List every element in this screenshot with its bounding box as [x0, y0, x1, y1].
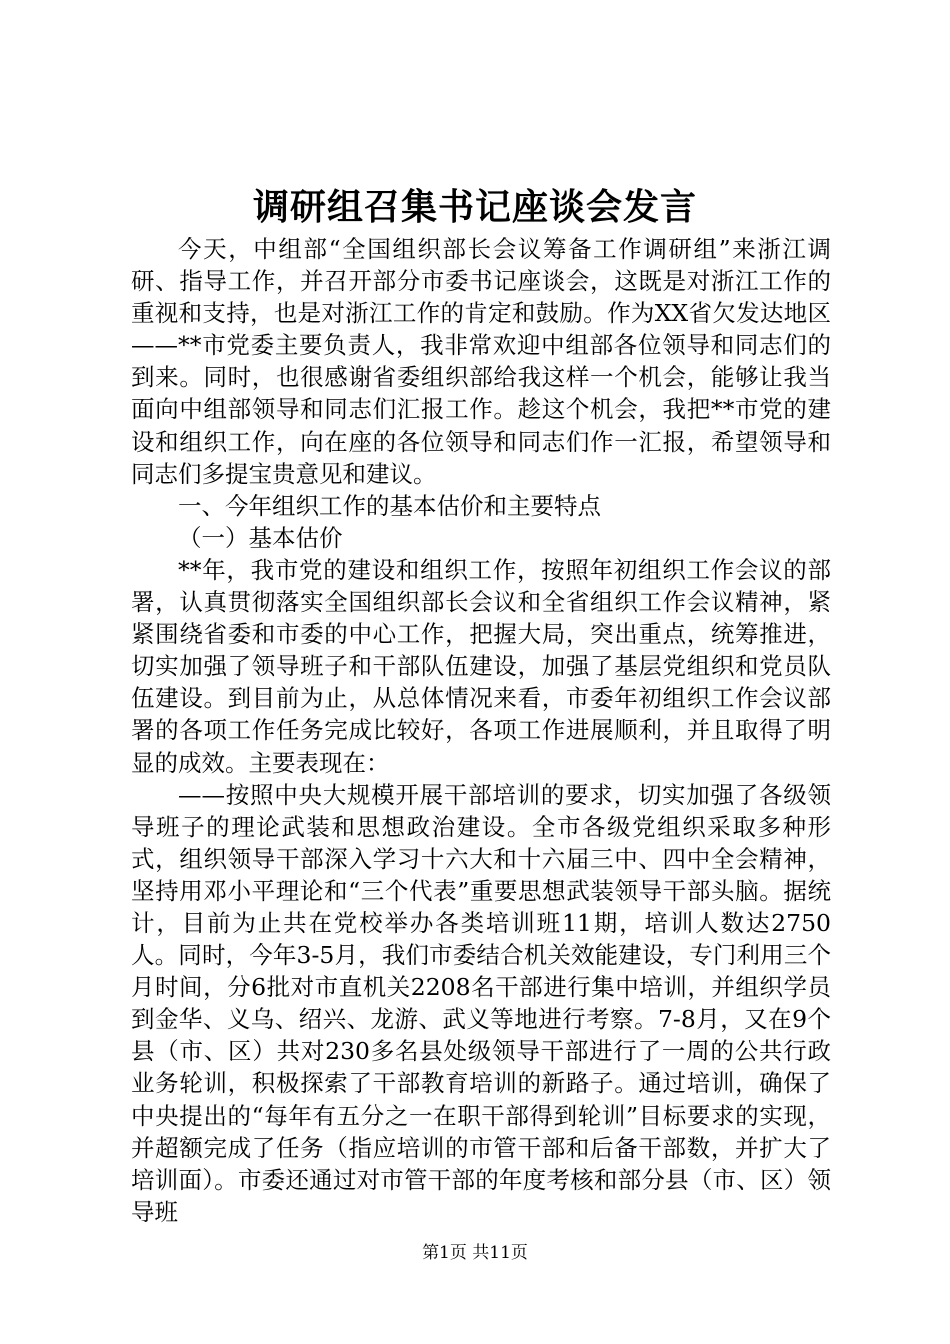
page-footer: 第1页 共11页: [422, 1243, 528, 1263]
subsection-heading: （一）基本估价: [178, 523, 343, 552]
paragraph-intro: 今天，中组部“全国组织部长会议筹备工作调研组”来浙江调研、指导工作，并召开部分市委书记座谈会，这既是对浙江工作的重视和支持，也是对浙江工作的肯定和鼓励。作为XX省欠发达地区——**市党委主要负责人，我非常欢迎中组部各位领导和同志们的到来。同时，也很感谢省委组织部给我这样一个机会，能够让我当面向中组部领导和同志们汇报工作。趁这个机会，我把**市党的建设和组织工作，向在座的各位领导和同志们作一汇报，希望领导和同志们多提宝贵意见和建议。: [131, 235, 831, 488]
document-title: 调研组召集书记座谈会发言: [252, 186, 697, 228]
section-heading: 一、今年组织工作的基本估价和主要特点: [178, 491, 601, 520]
paragraph-training: ——按照中央大规模开展干部培训的要求，切实加强了各级领导班子的理论武装和思想政治建设。全市各级党组织采取多种形式，组织领导干部深入学习十六大和十六届三中、四中全会精神，坚持用邓小平理论和“三个代表”重要思想武装领导干部头脑。据统计，目前为止共在党校举办各类培训班11期，培训人数达2750人。同时，今年3-5月，我们市委结合机关效能建设，专门利用三个月时间，分6批对市直机关2208名干部进行集中培训，并组织学员到金华、义乌、绍兴、龙游、武义等地进行考察。7-8月，又在9个县（市、区）共对230多名县处级领导干部进行了一周的公共行政业务轮训，积极探索了干部教育培训的新路子。通过培训，确保了中央提出的“每年有五分之一在职干部得到轮训”目标要求的实现，并超额完成了任务（指应培训的市管干部和后备干部数，并扩大了培训面）。市委还通过对市管干部的年度考核和部分县（市、区）领导班: [131, 780, 831, 1226]
paragraph-assessment: **年，我市党的建设和组织工作，按照年初组织工作会议的部署，认真贯彻落实全国组织部长会议和全省组织工作会议精神，紧紧围绕省委和市委的中心工作，把握大局，突出重点，统筹推进，切实加强了领导班子和干部队伍建设，加强了基层党组织和党员队伍建设。到目前为止，从总体情况来看，市委年初组织工作会议部署的各项工作任务完成比较好，各项工作进展顺利，并且取得了明显的成效。主要表现在：: [131, 555, 831, 777]
document-body: [131, 233, 831, 1228]
